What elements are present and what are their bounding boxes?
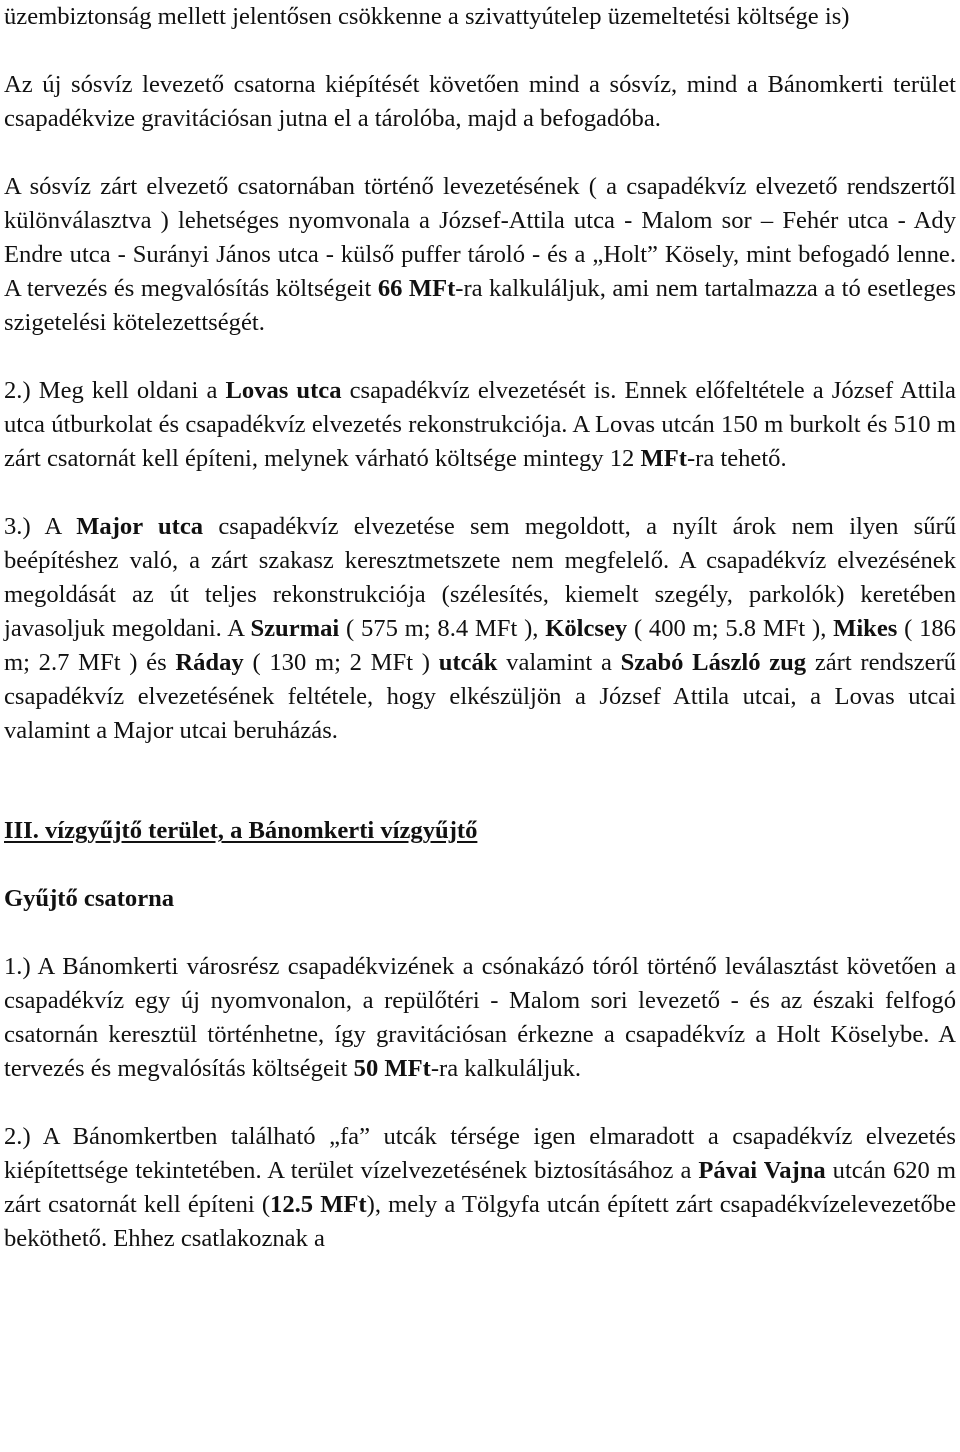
paragraph-fa-utcak: 2.) A Bánomkertben található „fa” utcák térsége igen elmaradott a csapadékvíz elvezetés kiépítettsége tekintetében. A terület vízelvezetésének biztosításához a Pávai Vajna utcán 620 m zárt csatornát kell építeni (12.5 MFt), mely a Tölgyfa utcán épített zárt csapadékvízelevezetőbe beköthető. Ehhez csatlakoznak a: [4, 1123, 956, 1252]
mft-label: MFt: [640, 445, 687, 472]
paragraph-major-utca: 3.) A Major utca csapadékvíz elvezetése sem megoldott, a nyílt árok nem ilyen sűrű beépítéshez való, a zárt szakasz keresztmetszete nem megfelelő. A csapadékvíz elvezésének megoldását az út teljes rekonstrukciója (szélesítés, kiemelt szegély, parkolók) keretében javasoljuk megoldani. A Szurmai ( 575 m; 8.4 MFt ), Kölcsey ( 400 m; 5.8 MFt ), Mikes ( 186 m; 2.7 MFt ) és Ráday ( 130 m; 2 MFt ) utcák valamint a Szabó László zug zárt rendszerű csapadékvíz elvezetésének feltétele, hogy elkészüljön a József Attila utcai, a Lovas utcai valamint a Major utcai beruházás.: [4, 513, 956, 744]
paragraph-lovas-utca: 2.) Meg kell oldani a Lovas utca csapadékvíz elvezetését is. Ennek előfeltétele a József Attila utca útburkolat és csapadékvíz elvezetés rekonstrukciója. A Lovas utcán 150 m burkolt és 510 m zárt csatornát kell építeni, melynek várható költsége mintegy 12 MFt-ra tehető.: [4, 377, 956, 472]
pavai-vajna-label: Pávai Vajna: [698, 1157, 826, 1184]
szabo-laszlo-zug-label: Szabó László zug: [620, 649, 807, 676]
paragraph-banomkert-drainage: 1.) A Bánomkerti városrész csapadékvizének a csónakázó tóról történő leválasztást követően a csapadékvíz egy új nyomvonalon, a repülőtéri - Malom sori levezető - és az északi felfogó csatornán keresztül történhetne, így gravitációsan érkezne a csapadékvíz a Holt Köselybe. A tervezés és megvalósítás költségeit 50 MFt-ra kalkuláljuk.: [4, 953, 956, 1082]
mikes-label: Mikes: [833, 615, 898, 642]
subsection-heading: Gyűjtő csatorna: [4, 885, 175, 912]
major-utca-label: Major utca: [76, 513, 204, 540]
szurmai-label: Szurmai: [250, 615, 340, 642]
cost-66-mft: 66 MFt: [377, 275, 456, 302]
paragraph-salt-water-route: A sósvíz zárt elvezető csatornában történő levezetésének ( a csapadékvíz elvezető rendszertől különválasztva ) lehetséges nyomvonala a József-Attila utca - Malom sor – Fehér utca - Ady Endre utca - Surányi János utca - külső puffer tároló - és a „Holt” Kösely, mint befogadó lenne. A tervezés és megvalósítás költségeit 66 MFt-ra kalkuláljuk, ami nem tartalmazza a tó esetleges szigetelési kötelezettségét.: [4, 173, 956, 336]
document-page: [4, 0, 956, 1256]
paragraph-operating-cost: üzembiztonság mellett jelentősen csökkenne a szivattyútelep üzemeltetési költsége is): [4, 3, 850, 30]
utcak-label: utcák: [438, 649, 498, 676]
cost-50-mft: 50 MFt: [353, 1055, 431, 1082]
raday-label: Ráday: [175, 649, 244, 676]
kolcsey-label: Kölcsey: [545, 615, 628, 642]
lovas-utca-label: Lovas utca: [225, 377, 342, 404]
paragraph-new-channel: Az új sósvíz levezető csatorna kiépítését követően mind a sósvíz, mind a Bánomkerti terület csapadékvize gravitációsan jutna el a tárolóba, majd a befogadóba.: [4, 71, 956, 132]
section-heading: III. vízgyűjtő terület, a Bánomkerti vízgyűjtő: [4, 817, 478, 844]
cost-12-5-mft: 12.5 MFt: [270, 1191, 367, 1218]
